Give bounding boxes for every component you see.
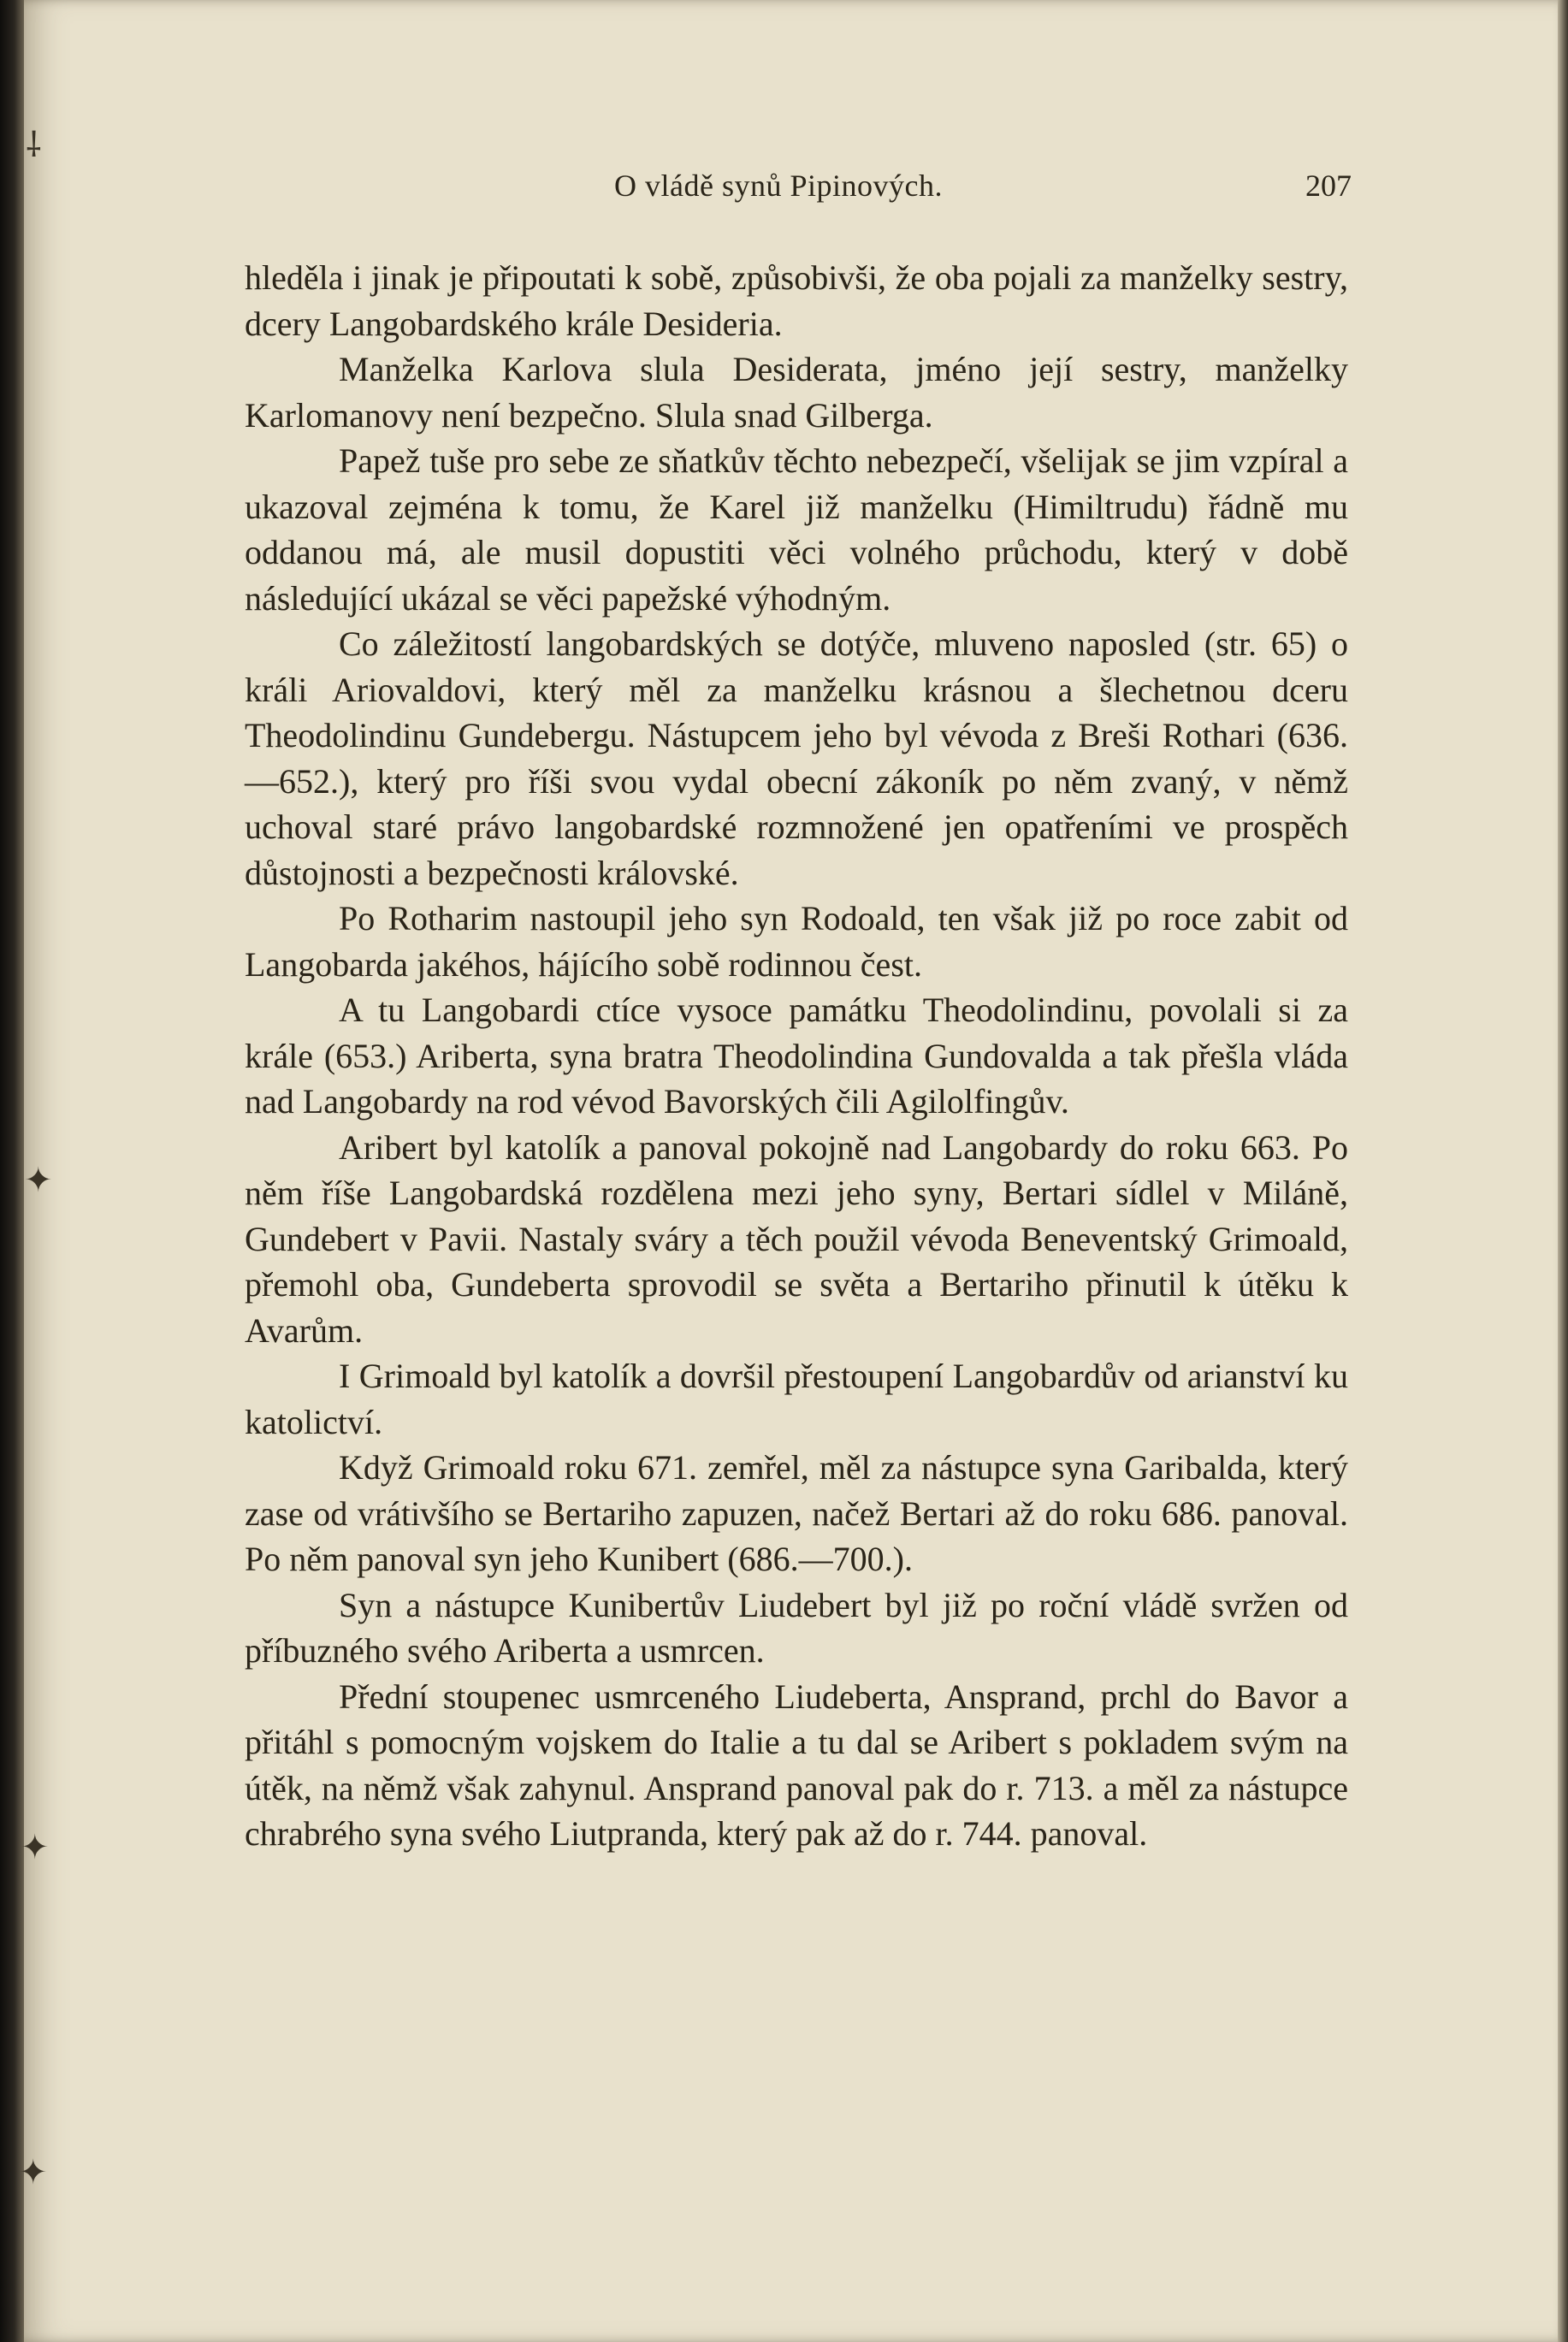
page-number: 207 <box>1305 169 1352 203</box>
binding-mark-icon: ✦ <box>19 2153 48 2191</box>
paragraph: hleděla i jinak je připoutati k sobě, způsobivši, že oba pojali za manželky sestry, dcery Langobardského krále Desideria. <box>245 258 1348 343</box>
paragraph: Přední stoupenec usmrceného Liudeberta, Ansprand, prchl do Bavor a přitáhl s pomocným vojskem do Italie a tu dal se Aribert s pokladem svým na útěk, na němž však zahynul. Ansprand panoval pak do r. 713. a měl za nástupce chrabrého syna svého Liutpranda, který pak až do r. 744. panoval. <box>245 1677 1348 1853</box>
binding-mark-icon: ✦ <box>24 1161 53 1199</box>
paragraph: A tu Langobardi ctíce vysoce památku Theodolindinu, povolali si za krále (653.) Ariberta, syna bratra Theodolindina Gundovalda a tak přešla vláda nad Langobardy na rod vévod Bavorských čili Agilolfingův. <box>245 991 1348 1121</box>
running-header: O vládě synů Pipinových. <box>614 169 943 203</box>
body-text <box>245 255 1348 1857</box>
binding-mark-icon: ⸸ <box>26 126 42 164</box>
paragraph: Manželka Karlova slula Desiderata, jméno její sestry, manželky Karlomanovy není bezpečno. Slula snad Gilberga. <box>245 350 1348 435</box>
binding-mark-icon: ✦ <box>21 1828 50 1866</box>
paragraph: Když Grimoald roku 671. zemřel, měl za nástupce syna Garibalda, který zase od vrátivšího se Bertariho zapuzen, načež Bertari až do roku 686. panoval. Po něm panoval syn jeho Kunibert (686.—700.). <box>245 1448 1348 1578</box>
scan-left-shadow <box>0 0 24 2342</box>
paragraph: Co záležitostí langobardských se dotýče, mluveno naposled (str. 65) o králi Ariovaldovi, který měl za manželku krásnou a šlechetnou dceru Theodolindinu Gundebergu. Nástupcem jeho byl vévoda z Breši Rothari (636.—652.), který pro říši svou vydal obecní zákoník po něm zvaný, v němž uchoval staré právo langobardské rozmnožené jen opatřeními ve prospěch důstojnosti a bezpečnosti královské. <box>245 624 1348 892</box>
paragraph: Po Rotharim nastoupil jeho syn Rodoald, ten však již po roce zabit od Langobarda jakéhos, hájícího sobě rodinnou čest. <box>245 899 1348 984</box>
book-page <box>19 0 1568 2342</box>
page-right-edge <box>1558 0 1568 2342</box>
paragraph: Syn a nástupce Kunibertův Liudebert byl již po roční vládě svržen od příbuzného svého Ariberta a usmrcen. <box>245 1585 1348 1670</box>
paragraph: Aribert byl katolík a panoval pokojně nad Langobardy do roku 663. Po něm říše Langobardská rozdělena mezi jeho syny, Bertari sídlel v Miláně, Gundebert v Pavii. Nastaly sváry a těch použil vévoda Beneventský Grimoald, přemohl oba, Gundeberta sprovodil se světa a Bertariho přinutil k útěku k Avarům. <box>245 1127 1348 1350</box>
paragraph: Papež tuše pro sebe ze sňatkův těchto nebezpečí, všelijak se jim vzpíral a ukazoval zejména k tomu, že Karel již manželku (Himiltrudu) řádně mu oddanou má, ale musil dopustiti věci volného průchodu, který v době následující ukázal se věci papežské výhodným. <box>245 441 1348 618</box>
paragraph: I Grimoald byl katolík a dovršil přestoupení Langobardův od arianství ku katolictví. <box>245 1357 1348 1441</box>
